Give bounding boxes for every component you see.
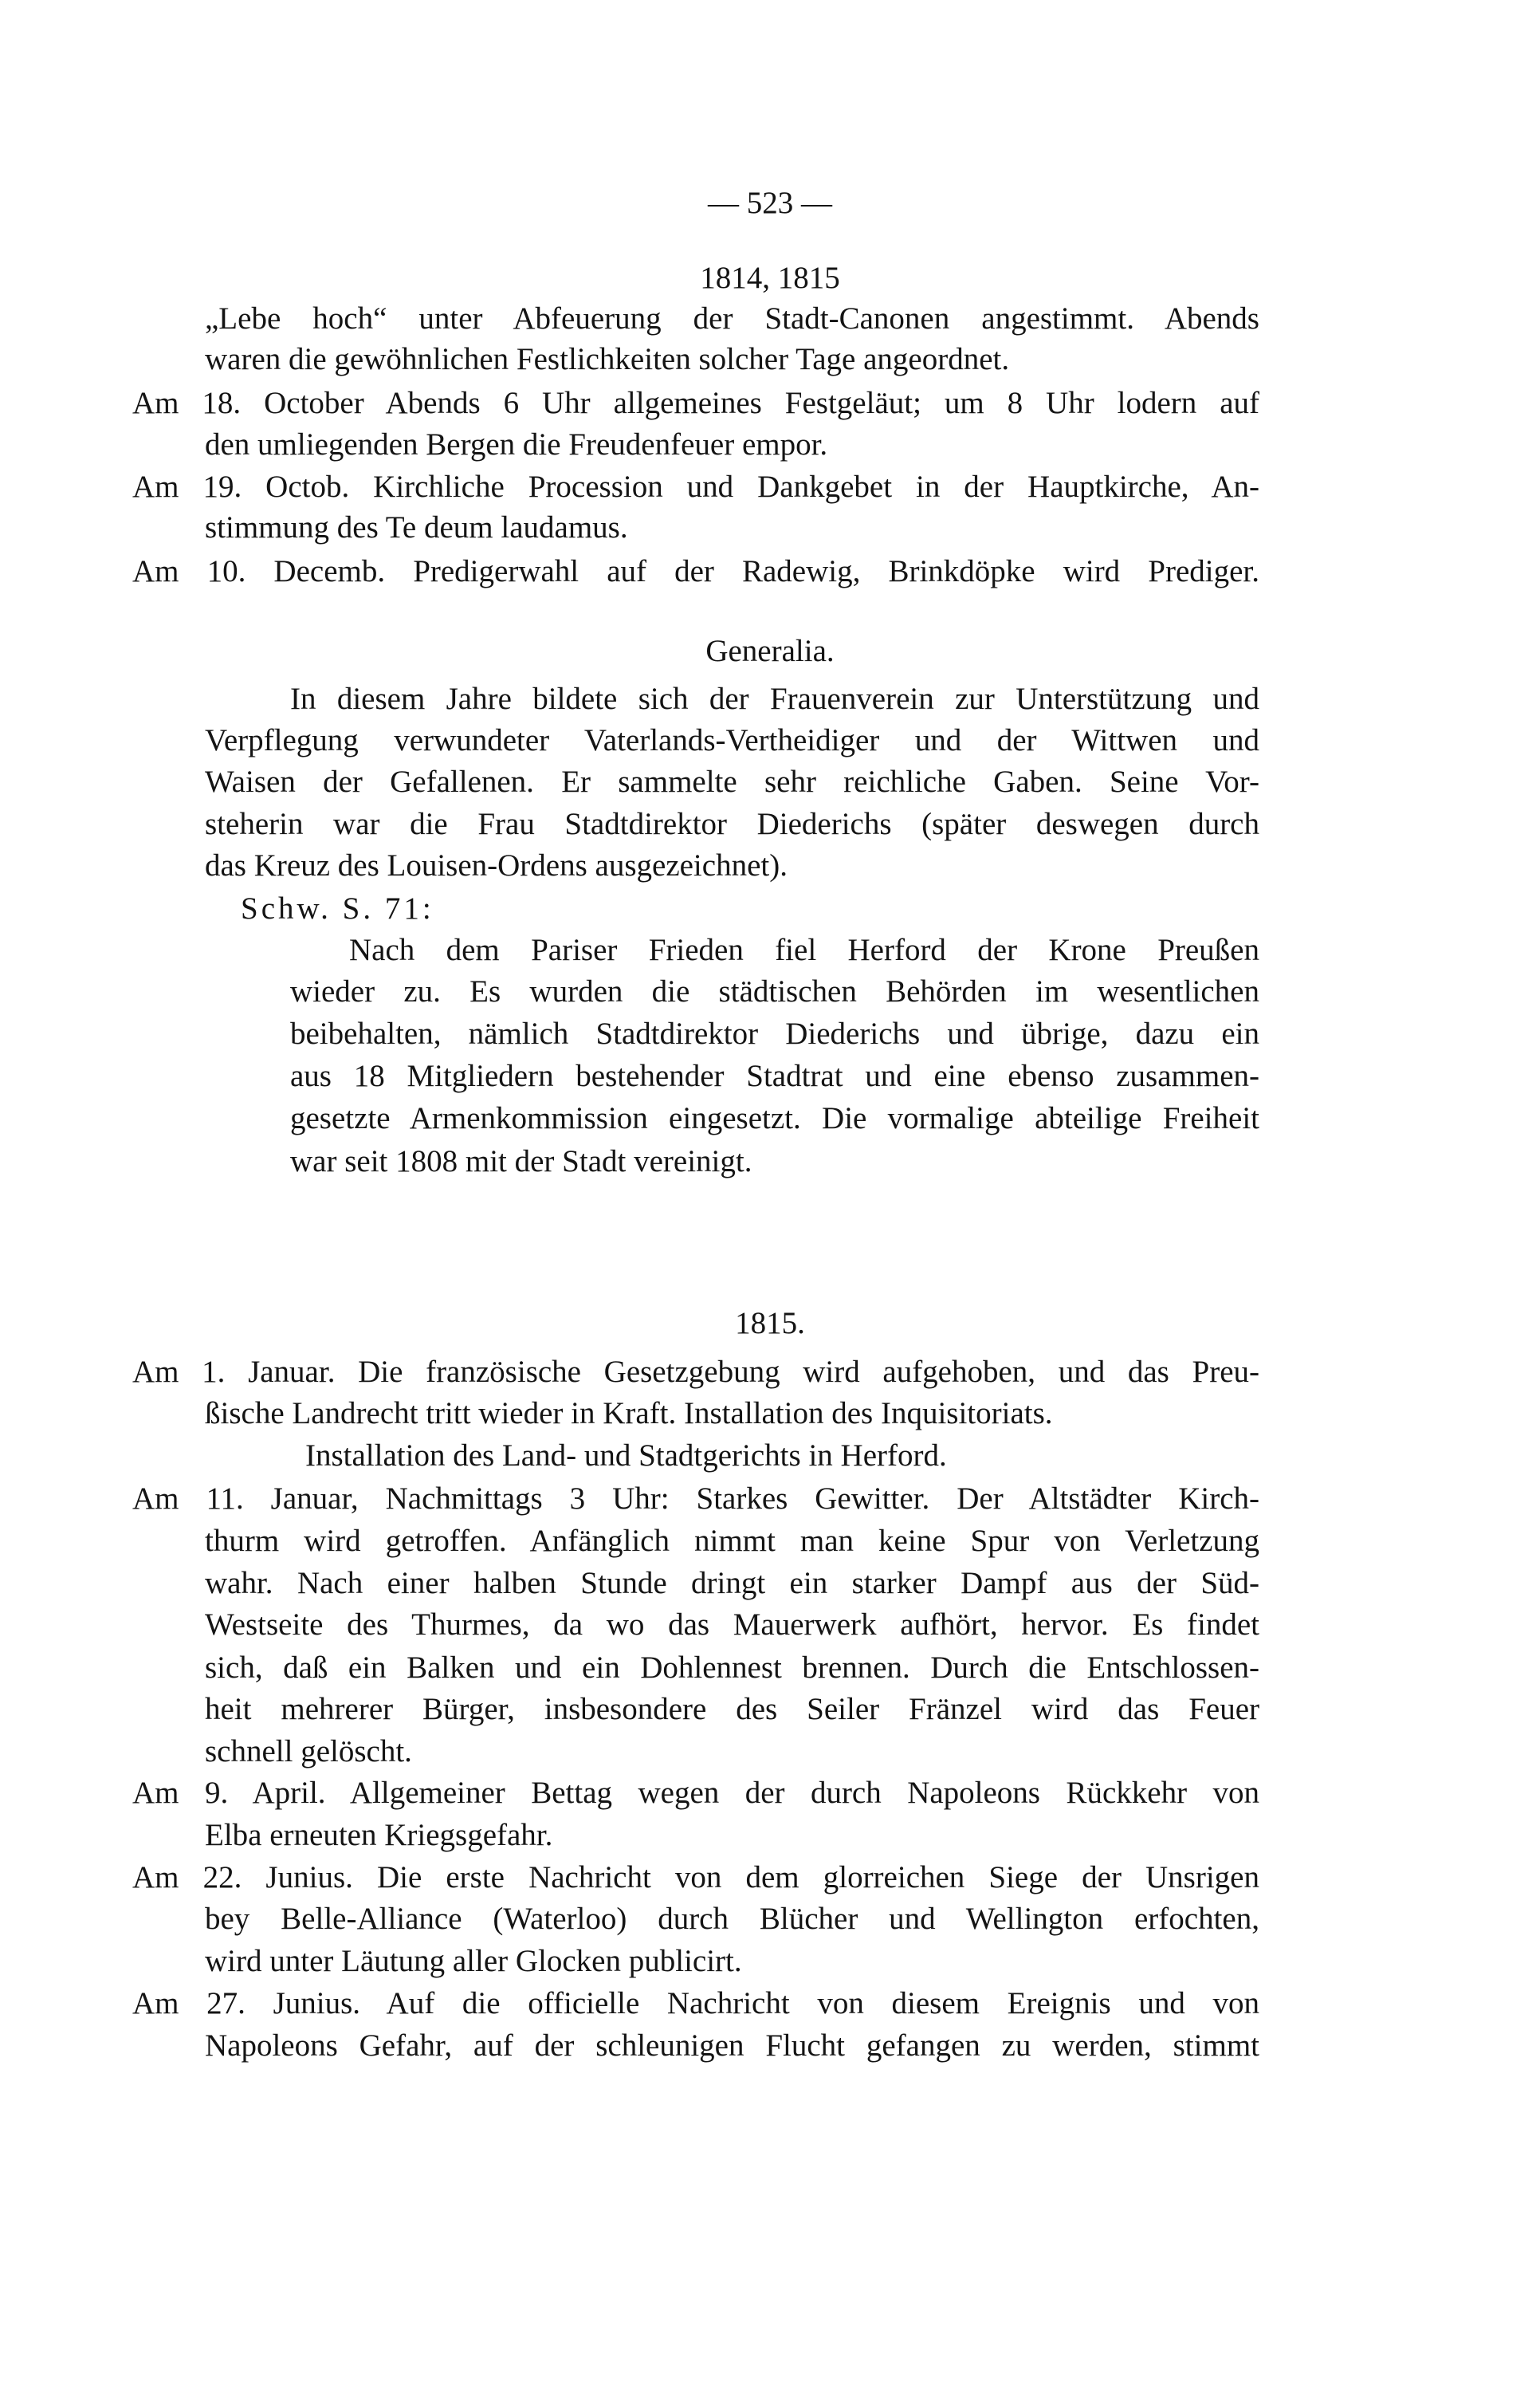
entry-line: Napoleons Gefahr, auf der schleunigen Flucht gefangen zu werden, stimmt <box>205 2028 1259 2063</box>
quote-line: wieder zu. Es wurden die städtischen Behörden im wesentlichen <box>290 974 1259 1009</box>
entry-line: Westseite des Thurmes, da wo das Mauerwerk aufhört, hervor. Es findet <box>205 1607 1259 1642</box>
quote-line: aus 18 Mitgliedern bestehender Stadtrat und eine ebenso zusammen- <box>290 1059 1259 1093</box>
entry-line: Am 18. October Abends 6 Uhr allgemeines Festgeläut; um 8 Uhr lodern auf <box>132 386 1259 420</box>
entry-line: wahr. Nach einer halben Stunde dringt ein starker Dampf aus der Süd- <box>205 1566 1259 1600</box>
entry-line: wird unter Läutung aller Glocken publicirt. <box>205 1944 742 1978</box>
entry-line: heit mehrerer Bürger, insbesondere des Seiler Fränzel wird das Feuer <box>205 1692 1259 1726</box>
section-heading-generalia: Generalia. <box>705 634 835 668</box>
quote-line: gesetzte Armenkommission eingesetzt. Die vormalige abteilige Freiheit <box>290 1101 1259 1135</box>
paragraph-line: Verpflegung verwundeter Vaterlands-Vertheidiger und der Wittwen und <box>205 723 1259 757</box>
paragraph-line: das Kreuz des Louisen-Ordens ausgezeichnet). <box>205 848 788 883</box>
entry-line: thurm wird getroffen. Anfänglich nimmt man keine Spur von Verletzung <box>205 1524 1259 1558</box>
entry-line: Am 22. Junius. Die erste Nachricht von dem glorreichen Siege der Unsrigen <box>132 1860 1259 1894</box>
entry-line: Elba erneuten Kriegsgefahr. <box>205 1818 553 1852</box>
entry-line: Am 1. Januar. Die französische Gesetzgebung wird aufgehoben, und das Preu- <box>132 1355 1259 1389</box>
entry-line: Am 10. Decemb. Predigerwahl auf der Radewig, Brinkdöpke wird Prediger. <box>132 554 1259 588</box>
source-citation: Schw. S. 71: <box>241 891 434 926</box>
text-line: waren die gewöhnlichen Festlichkeiten solcher Tage angeordnet. <box>205 342 1010 376</box>
entry-line: Installation des Land- und Stadtgerichts in Herford. <box>305 1438 947 1473</box>
quote-line: Nach dem Pariser Frieden fiel Herford der Krone Preußen <box>349 933 1259 967</box>
running-head: 1814, 1815 <box>700 261 840 295</box>
entry-line: Am 19. Octob. Kirchliche Procession und Dankgebet in der Hauptkirche, An- <box>132 470 1259 504</box>
paragraph-line: In diesem Jahre bildete sich der Frauenverein zur Unterstützung und <box>290 682 1259 716</box>
entry-line: den umliegenden Bergen die Freudenfeuer empor. <box>205 427 828 462</box>
quote-line: war seit 1808 mit der Stadt vereinigt. <box>290 1144 752 1178</box>
text-line: „Lebe hoch“ unter Abfeuerung der Stadt-Canonen angestimmt. Abends <box>205 301 1259 336</box>
entry-line: ßische Landrecht tritt wieder in Kraft. Installation des Inquisitoriats. <box>205 1396 1053 1430</box>
quote-line: beibehalten, nämlich Stadtdirektor Diederichs und übrige, dazu ein <box>290 1017 1259 1051</box>
entry-line: Am 11. Januar, Nachmittags 3 Uhr: Starkes Gewitter. Der Altstädter Kirch- <box>132 1481 1259 1516</box>
entry-line: Am 9. April. Allgemeiner Bettag wegen der durch Napoleons Rückkehr von <box>132 1776 1259 1810</box>
paragraph-line: Waisen der Gefallenen. Er sammelte sehr reichliche Gaben. Seine Vor- <box>205 765 1259 799</box>
entry-line: schnell gelöscht. <box>205 1734 412 1768</box>
page-number: — 523 — <box>708 186 832 220</box>
entry-line: stimmung des Te deum laudamus. <box>205 510 628 545</box>
paragraph-line: steherin war die Frau Stadtdirektor Diederichs (später deswegen durch <box>205 807 1259 841</box>
entry-line: Am 27. Junius. Auf die officielle Nachricht von diesem Ereignis und von <box>132 1986 1259 2020</box>
section-heading-1815: 1815. <box>735 1306 805 1340</box>
entry-line: bey Belle-Alliance (Waterloo) durch Blücher und Wellington erfochten, <box>205 1902 1259 1936</box>
entry-line: sich, daß ein Balken und ein Dohlennest brennen. Durch die Entschlossen- <box>205 1650 1259 1685</box>
